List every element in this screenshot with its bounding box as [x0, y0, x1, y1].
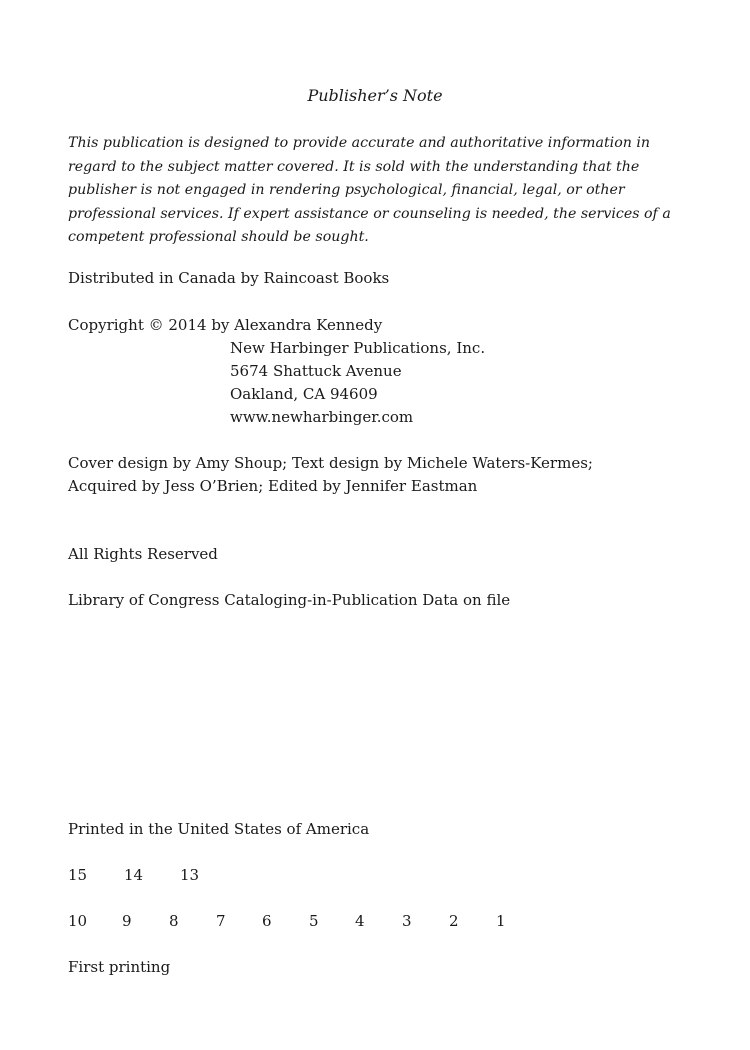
publisher-note: This publication is designed to provide accurate and authoritative information in regard to the subject matter covered. It is sold with the understanding that the publisher is not engaged in rendering psychological, financial, legal, or other professional services. If expert assistance or counseling is needed, the services of a competent professional should be sought. — [68, 135, 671, 245]
distribution-line: Distributed in Canada by Raincoast Books — [68, 269, 390, 287]
printing-number: 1 — [496, 912, 506, 930]
rights-line: All Rights Reserved — [68, 545, 218, 563]
printing-number: 4 — [355, 912, 365, 930]
year-number: 14 — [124, 866, 144, 884]
cip-line: Library of Congress Cataloging-in-Publication Data on file — [68, 591, 511, 609]
publisher-name: New Harbinger Publications, Inc. — [230, 339, 486, 357]
copyright-line: Copyright © 2014 by Alexandra Kennedy — [68, 316, 383, 334]
year-number: 15 — [68, 866, 88, 884]
publisher-street: 5674 Shattuck Avenue — [230, 362, 402, 380]
publisher-city: Oakland, CA 94609 — [230, 385, 378, 403]
credits-line-1: Cover design by Amy Shoup; Text design by Michele Waters-Kermes; — [68, 454, 593, 472]
credits-line-2: Acquired by Jess O’Brien; Edited by Jennifer Eastman — [68, 477, 478, 495]
first-printing-line: First printing — [68, 958, 171, 976]
publisher-website: www.newharbinger.com — [230, 408, 414, 426]
printing-number: 10 — [68, 912, 88, 930]
printing-number: 9 — [122, 912, 132, 930]
printing-number: 8 — [169, 912, 179, 930]
printing-number: 3 — [402, 912, 412, 930]
printing-number: 6 — [262, 912, 272, 930]
page-title: Publisher’s Note — [307, 86, 443, 105]
printing-number: 2 — [449, 912, 459, 930]
printing-number: 7 — [216, 912, 226, 930]
printed-line: Printed in the United States of America — [68, 820, 370, 838]
printing-number: 5 — [309, 912, 319, 930]
year-number: 13 — [180, 866, 200, 884]
